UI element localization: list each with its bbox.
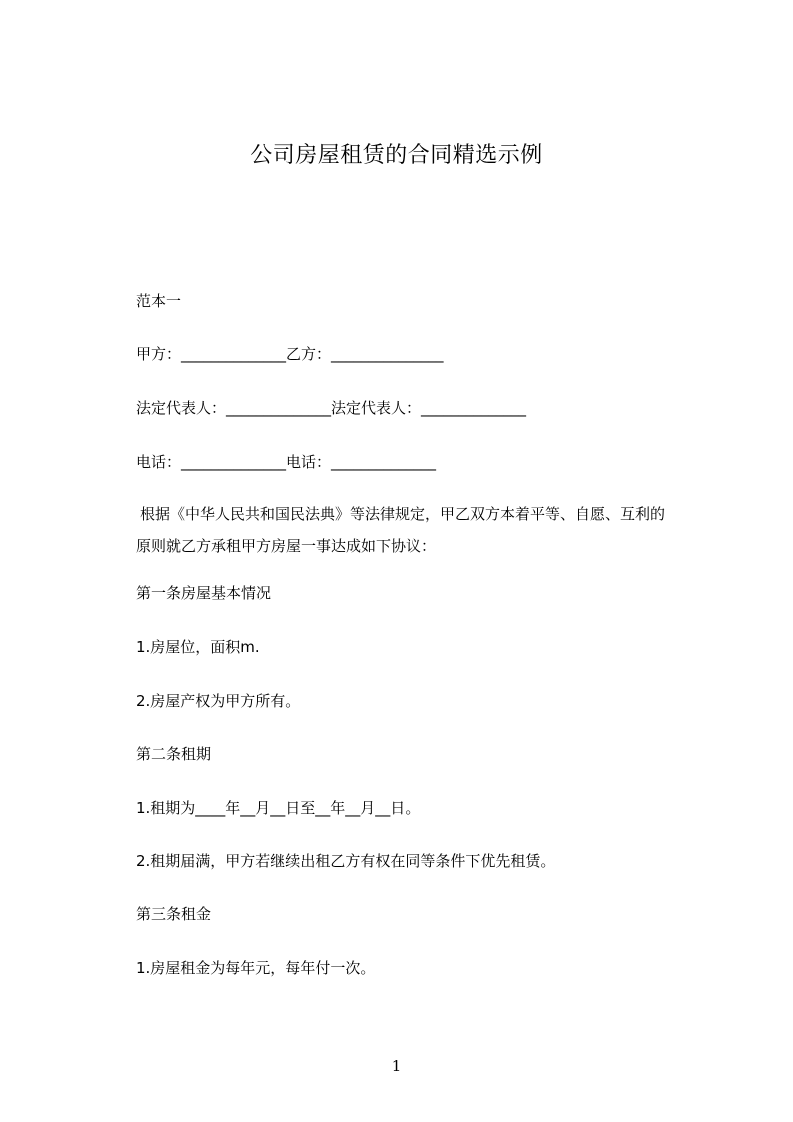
party-b-label: 乙方：	[286, 345, 332, 363]
article-1-item-1: 1.房屋位，面积m.	[136, 638, 260, 656]
phone-line	[136, 451, 436, 473]
phone-b-blank: ______________	[331, 453, 437, 471]
article-3-heading: 第三条租金	[136, 905, 212, 923]
intro-paragraph	[136, 498, 701, 562]
article-2-item-2: 2.租期届满，甲方若继续出租乙方有权在同等条件下优先租赁。	[136, 852, 556, 870]
rep-b-blank: ______________	[421, 399, 527, 417]
article-2-item-1: 1.租期为____年__月__日至__年__月__日。	[136, 799, 421, 817]
article-2-heading: 第二条租期	[136, 745, 212, 763]
article-1-item-2: 2.房屋产权为甲方所有。	[136, 692, 301, 710]
page-number: 1	[391, 1057, 402, 1075]
representative-line	[136, 397, 526, 419]
rep-b-label: 法定代表人：	[331, 399, 422, 417]
phone-a-blank: ______________	[181, 453, 287, 471]
intro-line-1: 根据《中华人民共和国民法典》等法律规定，甲乙双方本着平等、自愿、互利的	[140, 505, 666, 523]
intro-line-2: 原则就乙方承租甲方房屋一事达成如下协议：	[136, 537, 437, 555]
phone-b-label: 电话：	[286, 453, 332, 471]
phone-a-label: 电话：	[136, 453, 182, 471]
article-3-item-1: 1.房屋租金为每年元，每年付一次。	[136, 959, 376, 977]
rep-a-label: 法定代表人：	[136, 399, 227, 417]
party-a-label: 甲方：	[136, 345, 182, 363]
rep-a-blank: ______________	[226, 399, 332, 417]
sample-label: 范本一	[136, 292, 182, 310]
party-b-blank: _______________	[331, 345, 444, 363]
party-line	[136, 343, 444, 365]
article-1-heading: 第一条房屋基本情况	[136, 584, 272, 602]
party-a-blank: ______________	[181, 345, 287, 363]
document-title: 公司房屋租赁的合同精选示例	[250, 143, 543, 168]
